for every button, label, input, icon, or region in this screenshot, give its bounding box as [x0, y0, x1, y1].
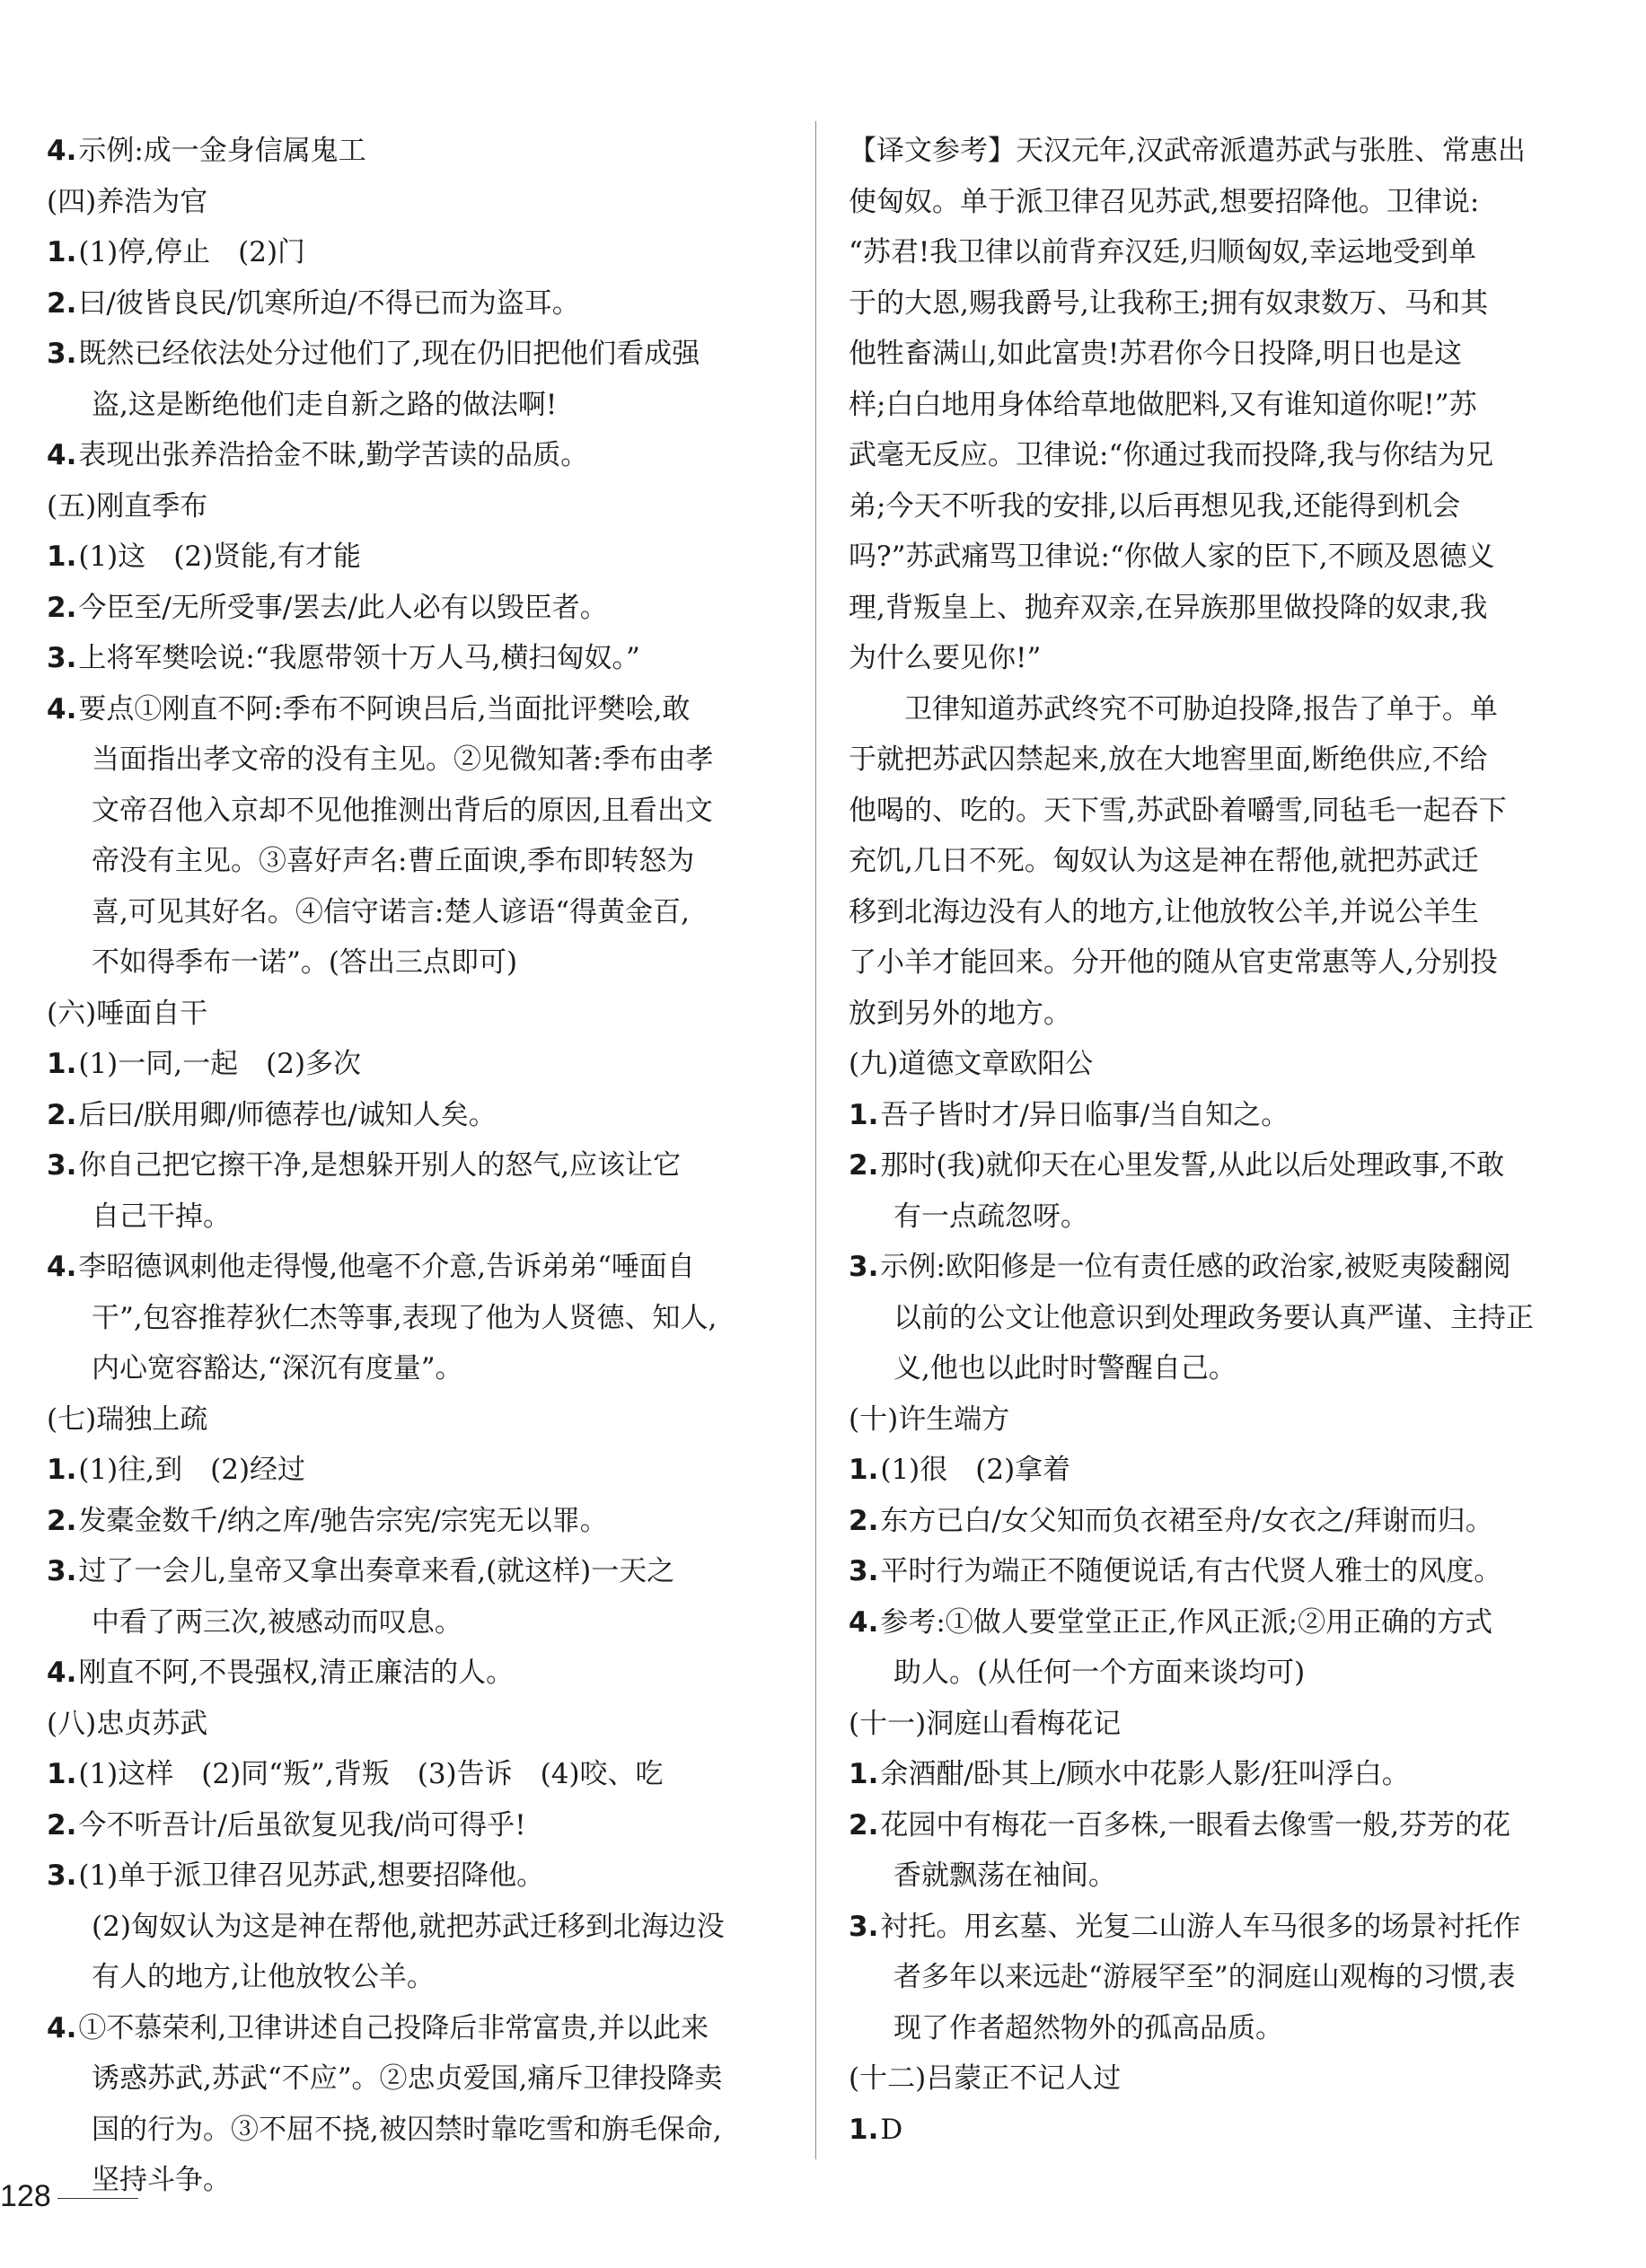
item-number: 1. — [47, 541, 77, 573]
line-text: 吾子皆时才/异日临事/当自知之。 — [880, 1098, 1290, 1131]
line-text: 表现出张养浩拾金不昧,勤学苦读的品质。 — [78, 439, 589, 471]
right-column — [849, 126, 1571, 2155]
right-line — [849, 1749, 1571, 1800]
line-text: (十一)洞庭山看梅花记 — [849, 1707, 1122, 1740]
line-text: 花园中有梅花一百多株,一眼看去像雪一般,芬芳的花 — [880, 1808, 1511, 1842]
left-line — [47, 1597, 783, 1648]
left-line — [47, 1394, 783, 1446]
item-number: 1. — [47, 1758, 77, 1790]
line-text: 衬托。用玄墓、光复二山游人车马很多的场景衬托作 — [880, 1910, 1521, 1943]
line-text: 干”,包容推荐狄仁杰等事,表现了他为人贤德、知人, — [92, 1301, 717, 1334]
left-line — [47, 583, 783, 634]
item-number: 2. — [849, 1504, 879, 1537]
line-text: 有一点疏忽呀。 — [893, 1200, 1088, 1233]
item-number: 4. — [47, 439, 77, 471]
left-line — [47, 1293, 783, 1344]
left-line — [47, 1850, 783, 1902]
left-line — [47, 989, 783, 1040]
right-line — [849, 2003, 1571, 2054]
item-number: 1. — [849, 1758, 879, 1790]
line-text: 吗?”苏武痛骂卫律说:“你做人家的臣下,不顾及恩德义 — [849, 541, 1495, 573]
item-number: 2. — [849, 1808, 879, 1842]
line-text: 要点①刚直不阿:季布不阿谀吕后,当面批评樊哙,敢 — [78, 692, 691, 725]
item-number: 1. — [849, 1098, 879, 1131]
left-line — [47, 2053, 783, 2105]
item-number: 1. — [849, 1454, 879, 1486]
right-line — [849, 1191, 1571, 1243]
right-line — [849, 1445, 1571, 1496]
item-number: 2. — [849, 1149, 879, 1182]
line-text: 于的大恩,赐我爵号,让我称王;拥有奴隶数万、马和其 — [849, 286, 1489, 320]
line-text: 弟;今天不听我的安排,以后再想见我,还能得到机会 — [849, 489, 1461, 523]
left-line — [47, 1952, 783, 2003]
item-number: 3. — [47, 1859, 77, 1892]
right-line — [849, 836, 1571, 887]
left-line — [47, 430, 783, 481]
left-line — [47, 329, 783, 380]
right-line — [849, 937, 1571, 989]
right-line — [849, 633, 1571, 684]
line-text: 以前的公文让他意识到处理政务要认真严谨、主持正 — [893, 1301, 1534, 1334]
left-line — [47, 633, 783, 684]
left-line — [47, 2105, 783, 2156]
line-text: 了小羊才能回来。分开他的随从官吏常惠等人,分别投 — [849, 946, 1498, 979]
right-line — [849, 1902, 1571, 1953]
left-line — [47, 1699, 783, 1750]
right-line — [849, 430, 1571, 481]
left-line — [47, 1902, 783, 1953]
line-text: (1)很 (2)拿着 — [880, 1454, 1071, 1486]
line-text: 既然已经依法处分过他们了,现在仍旧把他们看成强 — [78, 338, 700, 370]
item-number: 3. — [47, 1555, 77, 1587]
line-text: 东方已白/女父知而负衣裙至舟/女衣之/拜谢而归。 — [880, 1504, 1493, 1537]
line-text: (六)唾面自干 — [47, 997, 208, 1030]
line-text: 于就把苏武囚禁起来,放在大地窖里面,断绝供应,不给 — [849, 743, 1488, 776]
line-text: (1)这样 (2)同“叛”,背叛 (3)告诉 (4)咬、吃 — [78, 1758, 664, 1790]
line-text: 充饥,几日不死。匈奴认为这是神在帮他,就把苏武迁 — [849, 845, 1479, 877]
line-text: 那时(我)就仰天在心里发誓,从此以后处理政事,不敢 — [880, 1149, 1505, 1182]
left-line — [47, 1546, 783, 1597]
line-text: (四)养浩为官 — [47, 185, 208, 218]
line-text: D — [880, 2113, 903, 2146]
line-text: 你自己把它擦干净,是想躲开别人的怒气,应该让它 — [78, 1149, 682, 1182]
column-divider — [815, 121, 816, 2159]
line-text: 发橐金数千/纳之库/驰告宗宪/宗宪无以罪。 — [78, 1504, 608, 1537]
line-text: “苏君!我卫律以前背弃汉廷,归顺匈奴,幸运地受到单 — [849, 236, 1477, 268]
line-text: (1)这 (2)贤能,有才能 — [78, 541, 362, 573]
line-text: 诱惑苏武,苏武“不应”。②忠贞爱国,痛斥卫律投降卖 — [92, 2062, 723, 2095]
line-text: 曰/彼皆良民/饥寒所迫/不得已而为盗耳。 — [78, 286, 580, 320]
line-text: 不如得季布一诺”。(答出三点即可) — [92, 946, 518, 979]
right-line — [849, 481, 1571, 532]
line-text: (九)道德文章欧阳公 — [849, 1048, 1094, 1080]
line-text: 坚持斗争。 — [92, 2164, 231, 2196]
right-line — [849, 1850, 1571, 1902]
right-line — [849, 1800, 1571, 1851]
left-line — [47, 278, 783, 330]
line-text: 样;白白地用身体给草地做肥料,又有谁知道你呢!”苏 — [849, 388, 1477, 421]
line-text: (1)往,到 (2)经过 — [78, 1454, 306, 1486]
line-text: 示例:成一金身信属鬼工 — [78, 135, 366, 167]
right-line — [849, 380, 1571, 431]
left-line — [47, 2003, 783, 2054]
left-line — [47, 937, 783, 989]
line-text: (2)匈奴认为这是神在帮他,就把苏武迁移到北海边没 — [92, 1910, 725, 1943]
left-line — [47, 481, 783, 532]
line-text: 者多年以来远赴“游屐罕至”的洞庭山观梅的习惯,表 — [893, 1961, 1516, 1993]
line-text: 放到另外的地方。 — [849, 997, 1071, 1030]
item-number: 3. — [47, 1149, 77, 1182]
item-number: 3. — [849, 1555, 879, 1587]
line-text: ①不慕荣利,卫律讲述自己投降后非常富贵,并以此来 — [78, 2011, 709, 2044]
line-text: 助人。(从任何一个方面来谈均可) — [893, 1657, 1306, 1689]
right-line — [849, 532, 1571, 583]
right-line — [849, 989, 1571, 1040]
item-number: 3. — [849, 1910, 879, 1943]
line-text: (八)忠贞苏武 — [47, 1707, 208, 1740]
item-number: 2. — [47, 1504, 77, 1537]
item-number: 1. — [849, 2113, 879, 2146]
right-line — [849, 177, 1571, 228]
left-line — [47, 1343, 783, 1394]
line-text: 帝没有主见。③喜好声名:曹丘面谀,季布即转怒为 — [92, 845, 695, 877]
item-number: 2. — [47, 1098, 77, 1131]
right-line — [849, 329, 1571, 380]
left-line — [47, 532, 783, 583]
left-line — [47, 1496, 783, 1547]
right-line — [849, 734, 1571, 786]
left-column — [47, 126, 783, 2206]
right-line — [849, 1242, 1571, 1293]
line-text: 卫律知道苏武终究不可胁迫投降,报告了单于。单 — [904, 692, 1498, 725]
line-text: 后曰/朕用卿/师德荐也/诚知人矣。 — [78, 1098, 497, 1131]
right-line — [849, 1343, 1571, 1394]
item-number: 4. — [47, 2011, 77, 2044]
right-line — [849, 1394, 1571, 1446]
left-line — [47, 1140, 783, 1191]
line-text: 现了作者超然物外的孤高品质。 — [893, 2011, 1283, 2044]
item-number: 2. — [47, 286, 77, 320]
right-line — [849, 786, 1571, 837]
right-line — [849, 1546, 1571, 1597]
right-line — [849, 2053, 1571, 2105]
right-line — [849, 126, 1571, 177]
right-line — [849, 1039, 1571, 1090]
item-number: 1. — [47, 236, 77, 268]
left-line — [47, 786, 783, 837]
right-line — [849, 1699, 1571, 1750]
line-text: (1)单于派卫律召见苏武,想要招降他。 — [78, 1859, 545, 1892]
right-line — [849, 1496, 1571, 1547]
line-text: 参考:①做人要堂堂正正,作风正派;②用正确的方式 — [880, 1605, 1493, 1639]
left-line — [47, 734, 783, 786]
line-text: 中看了两三次,被感动而叹息。 — [92, 1605, 462, 1639]
line-text: 内心宽容豁达,“深沉有度量”。 — [92, 1352, 463, 1385]
left-line — [47, 1039, 783, 1090]
line-text: (五)刚直季布 — [47, 489, 208, 523]
line-text: (十)许生端方 — [849, 1402, 1010, 1436]
line-text: 李昭德讽刺他走得慢,他毫不介意,告诉弟弟“唾面自 — [78, 1251, 695, 1283]
line-text: 义,他也以此时时警醒自己。 — [893, 1352, 1237, 1385]
item-number: 4. — [47, 1251, 77, 1283]
line-text: 刚直不阿,不畏强权,清正廉洁的人。 — [78, 1657, 515, 1689]
item-number: 2. — [47, 591, 77, 624]
right-line — [849, 583, 1571, 634]
line-text: 平时行为端正不随便说话,有古代贤人雅士的风度。 — [880, 1555, 1502, 1587]
left-line — [47, 1648, 783, 1699]
line-text: 今臣至/无所受事/罢去/此人必有以毁臣者。 — [78, 591, 608, 624]
line-text: 为什么要见你!” — [849, 642, 1042, 674]
right-line — [849, 278, 1571, 330]
left-line — [47, 836, 783, 887]
line-text: 当面指出孝文帝的没有主见。②见微知著:季布由孝 — [92, 743, 714, 776]
item-number: 3. — [47, 338, 77, 370]
line-text: (七)瑞独上疏 — [47, 1402, 208, 1436]
line-text: (1)一同,一起 (2)多次 — [78, 1048, 362, 1080]
line-text: 上将军樊哙说:“我愿带领十万人马,横扫匈奴。” — [78, 642, 640, 674]
line-text: 过了一会儿,皇帝又拿出奏章来看,(就这样)一天之 — [78, 1555, 675, 1587]
line-text: 他喝的、吃的。天下雪,苏武卧着嚼雪,同毡毛一起吞下 — [849, 794, 1507, 827]
left-line — [47, 1800, 783, 1851]
right-line — [849, 1140, 1571, 1191]
item-number: 4. — [47, 692, 77, 725]
item-number: 1. — [47, 1454, 77, 1486]
line-text: 余酒酣/卧其上/顾水中花影人影/狂叫浮白。 — [880, 1758, 1410, 1790]
right-line — [849, 1293, 1571, 1344]
left-line — [47, 2155, 783, 2206]
page-number-rule — [57, 2198, 138, 2199]
item-number: 3. — [47, 642, 77, 674]
line-text: 使匈奴。单于派卫律召见苏武,想要招降他。卫律说: — [849, 185, 1480, 218]
page-number: 128 — [0, 2179, 51, 2213]
left-line — [47, 177, 783, 228]
right-line — [849, 2105, 1571, 2156]
line-text: 国的行为。③不屈不挠,被囚禁时靠吃雪和旃毛保命, — [92, 2113, 722, 2146]
right-line — [849, 1090, 1571, 1141]
item-number: 4. — [47, 135, 77, 167]
line-text: 香就飘荡在袖间。 — [893, 1859, 1116, 1892]
item-number: 2. — [47, 1808, 77, 1842]
left-line — [47, 1749, 783, 1800]
item-number: 4. — [849, 1605, 879, 1639]
left-line — [47, 227, 783, 278]
line-text: (十二)吕蒙正不记人过 — [849, 2062, 1122, 2095]
right-line — [849, 887, 1571, 938]
line-text: 移到北海边没有人的地方,让他放牧公羊,并说公羊生 — [849, 895, 1479, 928]
line-text: 示例:欧阳修是一位有责任感的政治家,被贬夷陵翻阅 — [880, 1251, 1511, 1283]
line-text: 盗,这是断绝他们走自新之路的做法啊! — [92, 388, 558, 421]
right-line — [849, 684, 1571, 735]
left-line — [47, 126, 783, 177]
left-line — [47, 887, 783, 938]
right-line — [849, 1952, 1571, 2003]
left-line — [47, 1445, 783, 1496]
item-number: 1. — [47, 1048, 77, 1080]
left-line — [47, 1191, 783, 1243]
line-text: 有人的地方,让他放牧公羊。 — [92, 1961, 435, 1993]
left-line — [47, 684, 783, 735]
left-line — [47, 1090, 783, 1141]
line-text: 【译文参考】天汉元年,汉武帝派遣苏武与张胜、常惠出 — [849, 135, 1526, 167]
item-number: 4. — [47, 1657, 77, 1689]
line-text: 武毫无反应。卫律说:“你通过我而投降,我与你结为兄 — [849, 439, 1494, 471]
left-line — [47, 1242, 783, 1293]
line-text: (1)停,停止 (2)门 — [78, 236, 306, 268]
right-line — [849, 1597, 1571, 1648]
item-number: 3. — [849, 1251, 879, 1283]
line-text: 今不听吾计/后虽欲复见我/尚可得乎! — [78, 1808, 526, 1842]
line-text: 理,背叛皇上、抛弃双亲,在异族那里做投降的奴隶,我 — [849, 591, 1488, 624]
line-text: 自己干掉。 — [92, 1200, 231, 1233]
line-text: 他牲畜满山,如此富贵!苏君你今日投降,明日也是这 — [849, 338, 1463, 370]
right-line — [849, 227, 1571, 278]
line-text: 文帝召他入京却不见他推测出背后的原因,且看出文 — [92, 794, 713, 827]
line-text: 喜,可见其好名。④信守诺言:楚人谚语“得黄金百, — [92, 895, 690, 928]
left-line — [47, 380, 783, 431]
right-line — [849, 1648, 1571, 1699]
